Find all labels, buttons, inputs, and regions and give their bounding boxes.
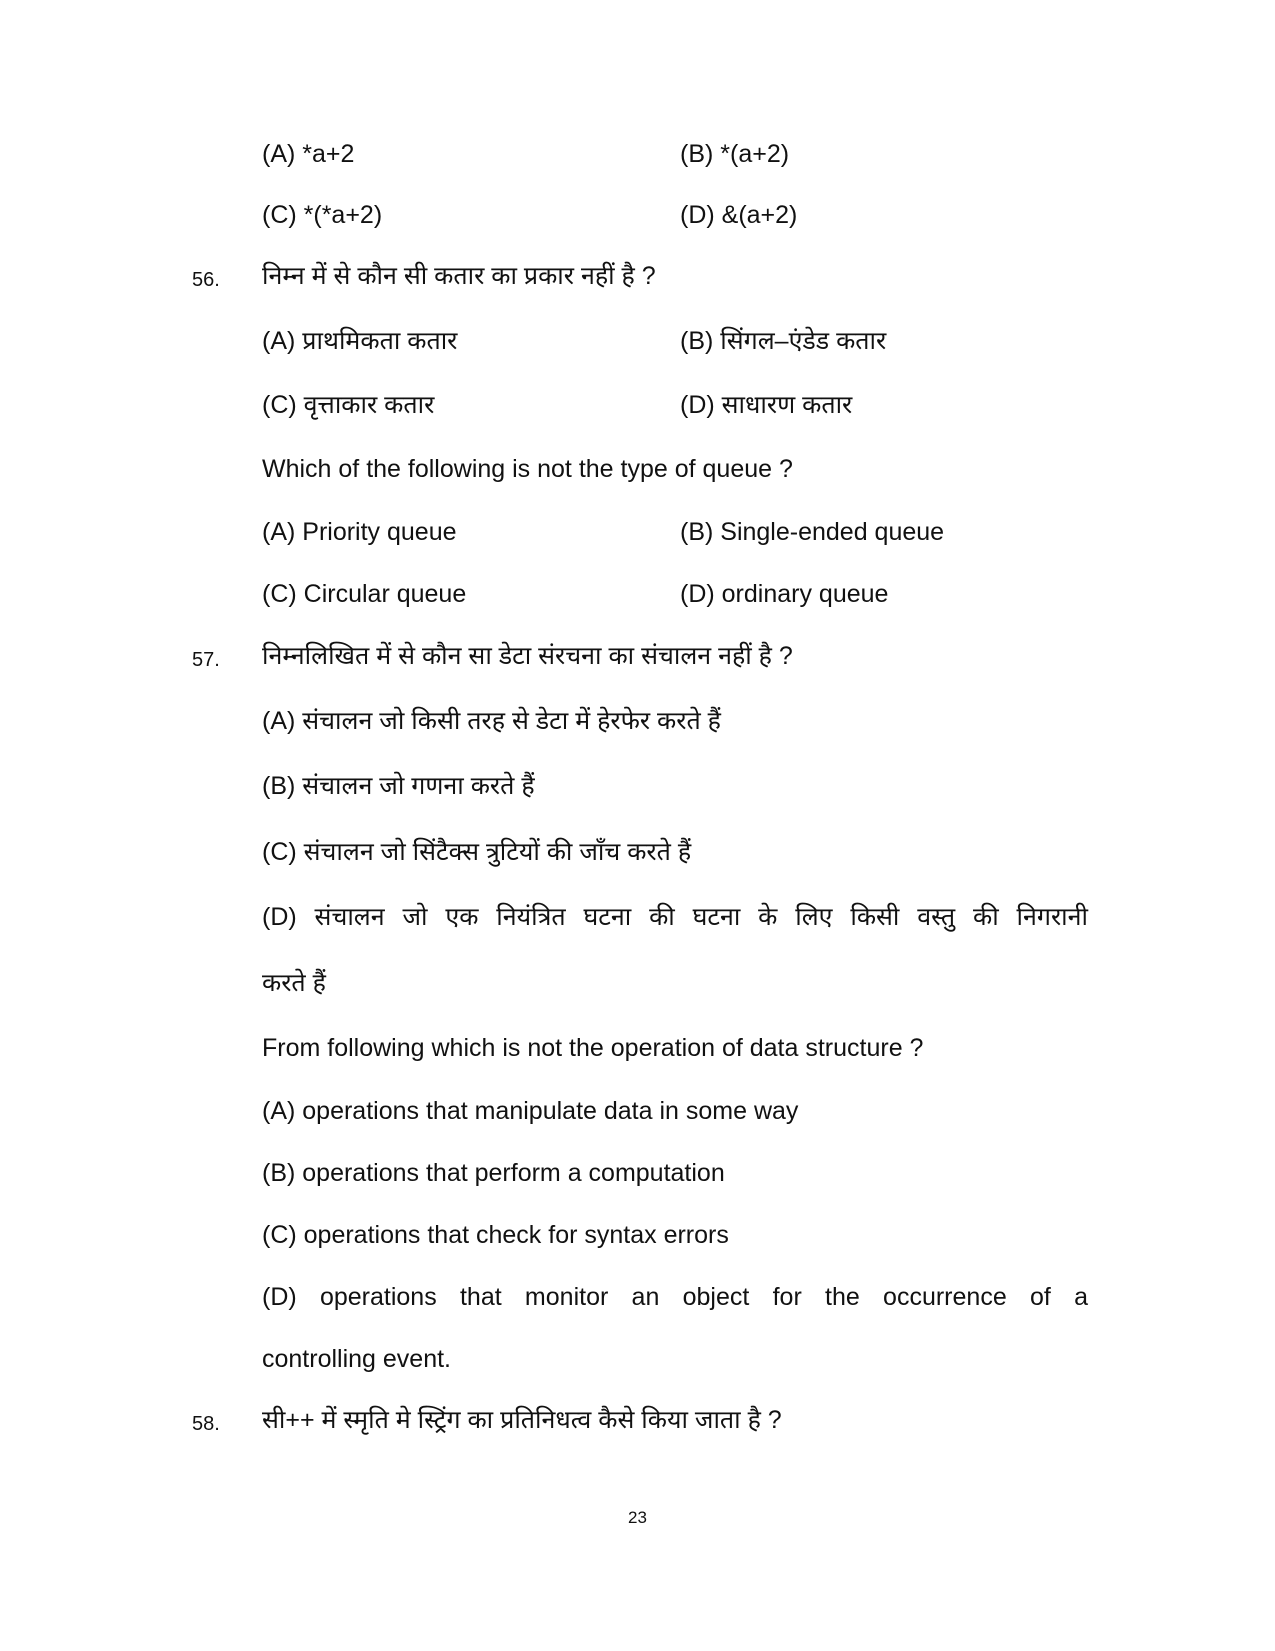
q57-hindi-question: निम्नलिखित में से कौन सा डेटा संरचना का संचालन नहीं है ?: [262, 642, 793, 670]
q57-english-option-c: (C) operations that check for syntax errors: [262, 1221, 729, 1249]
q57-number: 57.: [192, 649, 220, 671]
q56-english-option-d: (D) ordinary queue: [680, 580, 889, 608]
q56-number: 56.: [192, 269, 220, 291]
q56-english-option-a: (A) Priority queue: [262, 518, 457, 546]
q57-hindi-option-d-line1: (D) संचालन जो एक नियंत्रित घटना की घटना के लिए किसी वस्तु की निगरानी: [262, 903, 1088, 931]
q55-option-c: (C) *(*a+2): [262, 201, 383, 229]
q56-english-option-c: (C) Circular queue: [262, 580, 467, 608]
q57-hindi-option-d-line2: करते हैं: [262, 969, 326, 997]
page-number: 23: [628, 1508, 647, 1527]
q58-number: 58.: [192, 1413, 220, 1435]
q56-english-question: Which of the following is not the type of queue ?: [262, 455, 793, 483]
q57-hindi-option-a: (A) संचालन जो किसी तरह से डेटा में हेरफेर करते हैं: [262, 707, 721, 735]
q56-hindi-option-a: (A) प्राथमिकता कतार: [262, 327, 458, 355]
q57-english-option-b: (B) operations that perform a computation: [262, 1159, 725, 1187]
q56-hindi-option-c: (C) वृत्ताकार कतार: [262, 391, 435, 419]
q56-hindi-option-b: (B) सिंगल–एंडेड कतार: [680, 327, 887, 355]
q55-option-b: (B) *(a+2): [680, 140, 790, 168]
q57-english-option-a: (A) operations that manipulate data in some way: [262, 1097, 799, 1125]
q57-english-option-d-line2: controlling event.: [262, 1345, 452, 1373]
q57-hindi-option-c: (C) संचालन जो सिंटैक्स त्रुटियों की जाँच करते हैं: [262, 838, 692, 866]
q57-english-option-d-line1: (D) operations that monitor an object for the occurrence of a: [262, 1283, 1088, 1311]
q56-english-option-b: (B) Single-ended queue: [680, 518, 945, 546]
q57-hindi-option-b: (B) संचालन जो गणना करते हैं: [262, 772, 535, 800]
q56-hindi-question: निम्न में से कौन सी कतार का प्रकार नहीं है ?: [262, 262, 656, 290]
q58-hindi-question: सी++ में स्मृति मे स्ट्रिंग का प्रतिनिधत्व कैसे किया जाता है ?: [262, 1406, 782, 1434]
q57-english-question: From following which is not the operation of data structure ?: [262, 1034, 924, 1062]
q55-option-a: (A) *a+2: [262, 140, 355, 168]
q56-hindi-option-d: (D) साधारण कतार: [680, 391, 853, 419]
q55-option-d: (D) &(a+2): [680, 201, 798, 229]
